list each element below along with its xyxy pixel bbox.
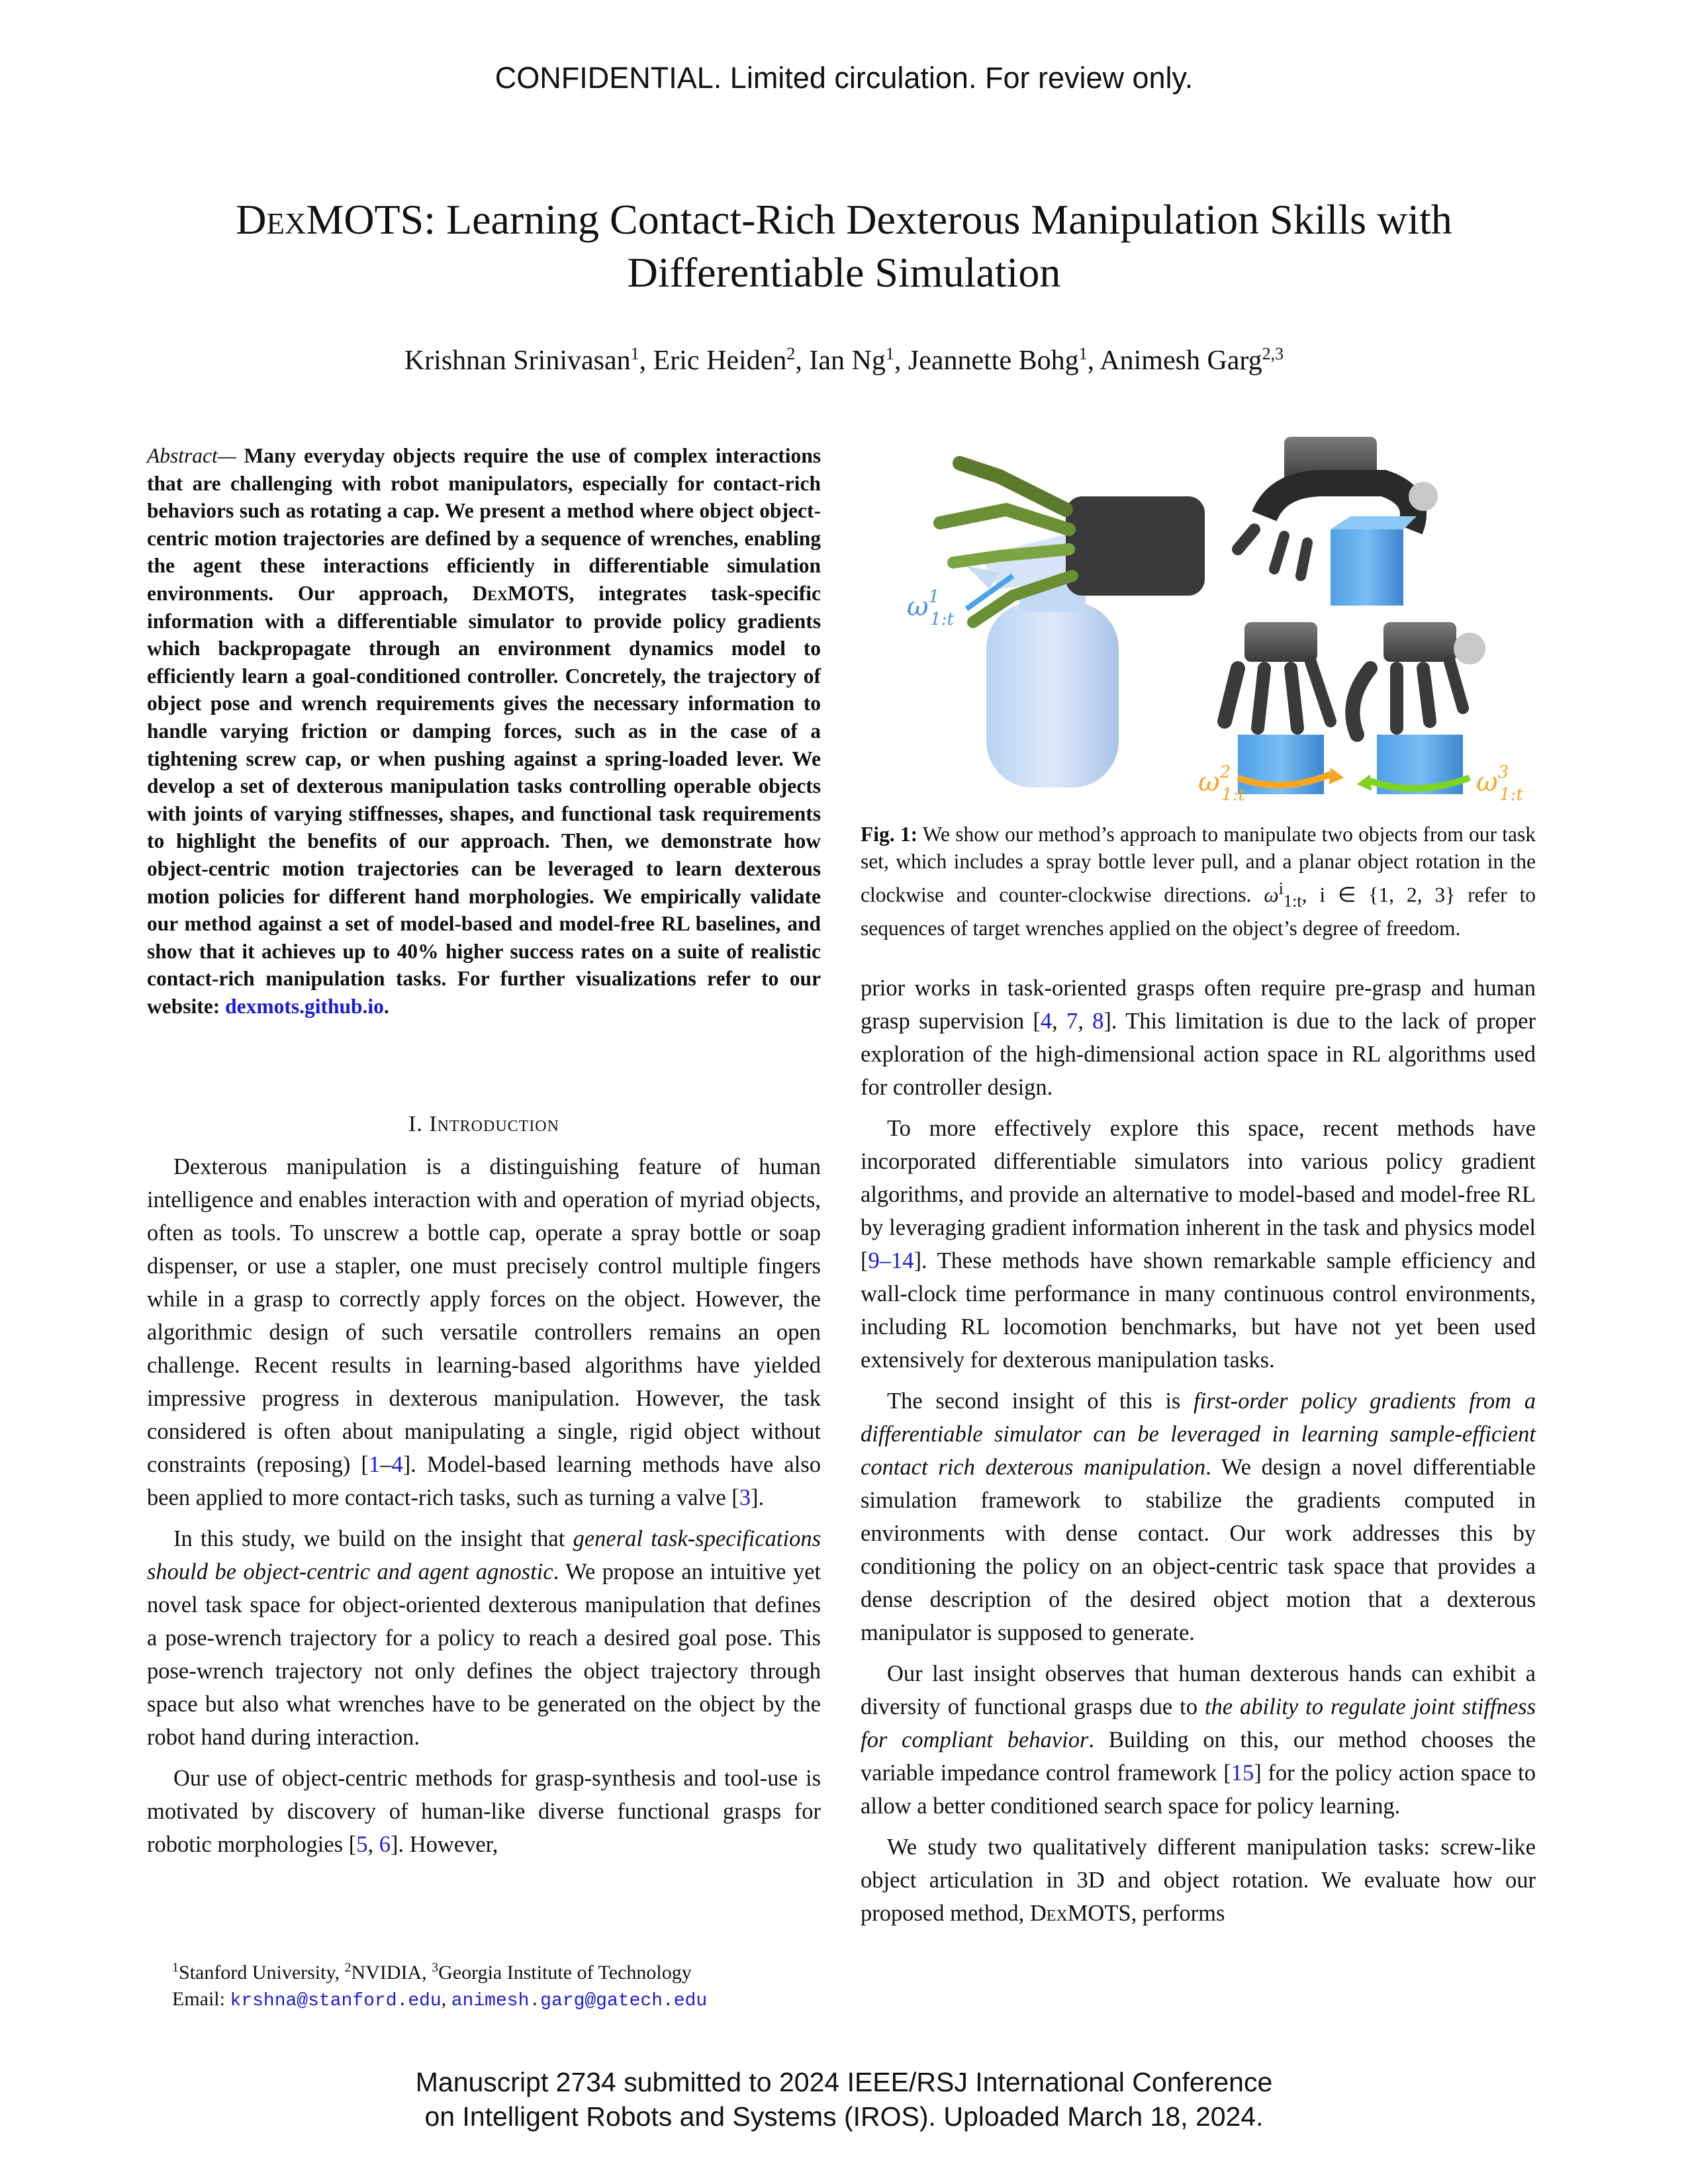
author-name: Eric Heiden [653, 345, 787, 376]
text: , [441, 1988, 451, 2010]
text: ]. This limitation is due to the lack of proper exploration of the high-dimensional action space in RL algorithms used for controller design. [861, 1009, 1536, 1100]
abstract-label: Abstract [147, 444, 218, 467]
author-affiliation: 2 [786, 344, 796, 363]
omega-1-label: $\omega^1$ 1:t [907, 587, 954, 629]
citation-link[interactable]: 5 [356, 1832, 368, 1857]
emphasis: the ability to regulate joint stiffness for compliant behavior [861, 1694, 1536, 1752]
email-label: Email: [172, 1988, 230, 2010]
text: In this study, we build on the insight that [173, 1526, 573, 1551]
paragraph [861, 1385, 1536, 1649]
text: To more effectively explore this space, recent methods have incorporated differentiable simulators into various policy gradient algorithms, and provide an alternative to model-based and model-free RL by leveraging gradient information inherent in the task and physics model [ [861, 1116, 1536, 1273]
citation-link[interactable]: 3 [739, 1485, 751, 1510]
author-list: Krishnan Srinivasan$^1$, Eric Heiden$^2$, Ian Ng$^1$, Jeannette Bohg$^1$, Animesh Garg$^{2,3}$ [404, 344, 1284, 376]
text: Our last insight observes that human dexterous hands can exhibit a diversity of functional grasps due to [861, 1661, 1536, 1719]
math: 1:t [1283, 891, 1302, 911]
email-link[interactable]: animesh.garg@gatech.edu [451, 1991, 708, 2011]
author-affiliation: 2,3 [1262, 344, 1284, 363]
affiliation-text: NVIDIA, [351, 1962, 432, 1983]
text: Our use of object-centric methods for grasp-synthesis and tool-use is motivated by discovery of human-like diverse functional grasps for robotic morphologies [ [147, 1766, 821, 1857]
paragraph [861, 1657, 1536, 1823]
citation-link[interactable]: 4 [391, 1452, 403, 1477]
emphasis: general task-specifications should be object-centric and agent agnostic [147, 1526, 821, 1584]
text: ]. These methods have shown remarkable sample efficiency and wall-clock time performance in many continuous control environments, including RL locomotion benchmarks, but have not yet been used extensively for dexterous manipulation tasks. [861, 1248, 1536, 1373]
affiliation-mark: 3 [432, 1960, 439, 1975]
affiliations [147, 1954, 821, 1986]
title-method: DexMOTS [236, 196, 424, 243]
citation-link[interactable]: 9–14 [868, 1248, 914, 1273]
text: Dexterous manipulation is a distinguishing feature of human intelligence and enables interaction with and operation of myriad objects, often as tools. To unscrew a bottle cap, operate a spray bottle or soap dispenser, or use a stapler, one must precisely control multiple fingers while in a grasp to correctly apply forces on the object. However, the algorithmic design of such versatile controllers remains an open challenge. Recent results in learning-based algorithms have yielded impressive progress in dexterous manipulation. However, the task considered is often about manipulating a single, rigid object without constraints (reposing) [ [147, 1154, 821, 1477]
abstract-text-2: , integrates task-specific information with a differentiable simulator to provide policy gradients which backpropagate through an environment dynamics model to efficiently learn a goal-conditioned controller. Concretely, the trajectory of object pose and wrench requirements gives the necessary information to handle varying friction or damping forces, such as in the case of a tightening screw cap, or when pushing against a spring-loaded lever. We develop a set of dexterous manipulation tasks controlling operable objects with joints of varying stiffnesses, shapes, and functional task requirements to highlight the benefits of our approach. Then, we demonstrate how object-centric motion trajectories can be leveraged to learn dexterous motion policies for different hand morphologies. We empirically validate our method against a set of model-based and model-free RL baselines, and show that it achieves up to 40% higher success rates on a suite of realistic contact-rich manipulation tasks. For further visualizations refer to our website: [147, 581, 821, 1018]
title-line2: Differentiable Simulation [627, 249, 1061, 296]
figure-label: Fig. 1: [861, 823, 918, 846]
paragraph [147, 1522, 821, 1754]
section-number: I. [408, 1112, 430, 1136]
affiliation-mark: 2 [344, 1960, 352, 1975]
author-name: Krishnan Srinivasan [404, 345, 631, 376]
website-link[interactable]: dexmots.github.io [225, 994, 384, 1018]
text: . Building on this, our method chooses the variable impedance control framework [ [861, 1727, 1536, 1786]
footer-line: on Intelligent Robots and Systems (IROS). Uploaded March 18, 2024. [424, 2101, 1264, 2132]
abstract-text: Many everyday objects require the use of complex interactions that are challenging with robot manipulators, especially for contact-rich behaviors such as rotating a cap. We present a method where object object-centric motion trajectories are defined by a sequence of wrenches, enabling the agent these interactions efficiently in differentiable simulation environments. Our approach, [147, 444, 821, 605]
text: , performs [1131, 1901, 1225, 1926]
robot-hand-ccw [1352, 622, 1485, 794]
footer-line: Manuscript 2734 submitted to 2024 IEEE/RSJ International Conference [415, 2067, 1273, 2097]
intro-left-column [147, 1150, 821, 1861]
text: We study two qualitatively different manipulation tasks: screw-like object articulation in 3D and object rotation. We evaluate how our proposed method, [861, 1835, 1536, 1926]
manuscript-footer [0, 2065, 1688, 2134]
section-heading [147, 1112, 821, 1137]
affiliation-mark: 1 [172, 1960, 179, 1975]
author-affiliation: 1 [885, 344, 894, 363]
author-name: Ian Ng [809, 345, 886, 376]
text: . We propose an intuitive yet novel task space for object-oriented dexterous manipulation that defines a pose-wrench trajectory for a policy to reach a desired goal pose. This pose-wrench trajectory not only defines the object trajectory through space but also what wrenches have to be generated on the object by the robot hand during interaction. [147, 1559, 821, 1750]
text: We show our method’s approach to manipulate two objects from our task set, which includes a spray bottle lever pull, and a planar object rotation in the clockwise and counter-clockwise directions. [861, 823, 1536, 907]
math: , i ∈ {1, 2, 3} [1301, 883, 1456, 907]
emphasis: first-order policy gradients from a differentiable simulator can be leveraged in learning sample-efficient contact rich dexterous manipulation [861, 1388, 1536, 1480]
citation-link[interactable]: 1 [368, 1452, 381, 1477]
author-affiliation: 1 [630, 344, 639, 363]
citation-link[interactable]: 8 [1092, 1009, 1104, 1034]
paragraph [861, 972, 1536, 1104]
robot-hand-cw [1225, 622, 1344, 794]
method-name: DexMOTS [1029, 1901, 1131, 1926]
text: , [1052, 1009, 1067, 1034]
robot-hand-top [1238, 437, 1438, 606]
text: ]. [751, 1485, 765, 1510]
math: ω [1264, 883, 1279, 907]
omega-2-label: $\omega^2$ 1:t [1198, 762, 1245, 805]
text: ] for the policy action space to allow a better conditioned search space for policy learning. [861, 1760, 1536, 1819]
text: , [1078, 1009, 1093, 1034]
text: – [380, 1452, 392, 1477]
text: . We design a novel differentiable simulation framework to stabilize the gradients computed in environments with dense contact. Our work addresses this by conditioning the policy on an object-centric task space that provides a dense description of the desired object motion that a dexterous manipulator is supposed to generate. [861, 1455, 1536, 1645]
figure-1-illustration [867, 424, 1536, 814]
citation-link[interactable]: 6 [379, 1832, 391, 1857]
paper-title [119, 193, 1569, 299]
paragraph [861, 1112, 1536, 1377]
paragraph [147, 1150, 821, 1514]
text: The second insight of this is [887, 1388, 1194, 1414]
affiliation-text: Georgia Institute of Technology [438, 1962, 692, 1983]
text: , [367, 1832, 379, 1857]
citation-link[interactable]: 4 [1040, 1009, 1053, 1034]
citation-link[interactable]: 15 [1231, 1760, 1254, 1786]
affiliation-footnote [147, 1954, 821, 2015]
paragraph [147, 1762, 821, 1861]
confidential-header: CONFIDENTIAL. Limited circulation. For review only. [494, 61, 1194, 95]
section-title: Introduction [429, 1112, 559, 1136]
figure-1-caption [861, 821, 1536, 942]
abstract-method: DexMOTS [472, 581, 569, 605]
email-link[interactable]: krshna@stanford.edu [230, 1991, 442, 2011]
citation-link[interactable]: 7 [1066, 1009, 1078, 1034]
abstract: Abstract— Many everyday objects require the use of complex interactions that are challenging with robot manipulators, especially for contact-rich behaviors such as rotating a cap. We present a method where object object-centric motion trajectories are defined by a sequence of wrenches, enabling the agent these interactions efficiently in differentiable simulation environments. Our approach, DexMOTS, integrates task-specific information with a differentiable simulator to provide policy gradients which backpropagate through an environment dynamics model to efficiently learn a goal-conditioned controller. Concretely, the trajectory of object pose and wrench requirements gives the necessary information to handle varying friction or damping forces, such as in the case of a tightening screw cap, or when pushing against a spring-loaded lever. We develop a set of dexterous manipulation tasks controlling operable objects with joints of varying stiffnesses, shapes, and functional task requirements to highlight the benefits of our approach. Then, we demonstrate how object-centric motion trajectories can be leveraged to learn dexterous motion policies for different hand morphologies. We empirically validate our method against a set of model-based and model-free RL baselines, and show that it achieves up to 40% higher success rates on a suite of realistic contact-rich manipulation tasks. For further visualizations refer to our website: dexmots.github.io. [147, 444, 821, 1018]
math: i [1278, 879, 1284, 898]
intro-right-column [861, 972, 1536, 1930]
omega-3-label: $\omega^3$ 1:t [1476, 762, 1523, 805]
author-affiliation: 1 [1078, 344, 1088, 363]
text: refer to sequences of target wrenches applied on the object’s degree of freedom. [861, 883, 1536, 940]
author-name: Jeannette Bohg [908, 345, 1079, 376]
paragraph [861, 1831, 1536, 1930]
title-rest: : Learning Contact-Rich Dexterous Manipulation Skills with [424, 196, 1452, 243]
emails [147, 1986, 821, 2015]
text: ]. However, [390, 1832, 498, 1857]
text: prior works in task-oriented grasps often require pre-grasp and human grasp supervision [ [861, 976, 1536, 1034]
abstract-end: . [383, 994, 389, 1018]
affiliation-text: Stanford University, [179, 1962, 345, 1983]
text: ]. Model-based learning methods have also been applied to more contact-rich tasks, such as turning a valve [ [147, 1452, 821, 1510]
author-name: Animesh Garg [1100, 345, 1262, 376]
